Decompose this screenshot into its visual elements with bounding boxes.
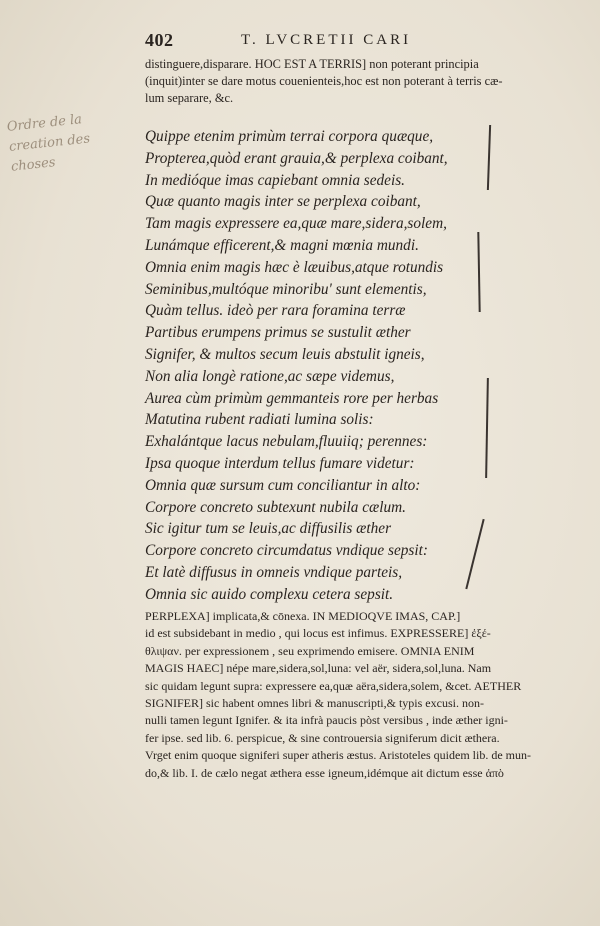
commentary-line: PERPLEXA] implicata,& cōnexa. IN MEDIOQVE IMAS, CAP.] (145, 609, 461, 623)
commentary-notes (145, 608, 565, 782)
page-header (145, 30, 560, 50)
verse-line: Ipsa quoque interdum tellus fumare videtur: (145, 454, 415, 472)
intro-line: (inquit)inter se dare motus couenienteis,hoc est non poterant à terris cæ- (145, 74, 503, 88)
verse-line: Corpore concreto circumdatus vndique sepsit: (145, 542, 428, 560)
verse-line: Partibus erumpens primus se sustulit æther (145, 324, 411, 342)
intro-line: lum separare, &c. (145, 91, 234, 105)
verse-line: Sic igitur tum se leuis,ac diffusilis æther (145, 520, 392, 538)
verse-line: Exhalántque lacus nebulam,fluuiiq; perennes: (145, 433, 428, 451)
verse-line: Lunámque efficerent,& magni mœnia mundi. (145, 236, 419, 254)
verse-line: Et latè diffusus in omneis vndique parteis, (145, 563, 403, 581)
commentary-line: Vrget enim quoque signiferi super atheris æstus. Aristoteles quidem lib. de mun- (145, 748, 531, 763)
verse-line: Quæ quanto magis inter se perplexa coibant, (145, 193, 421, 211)
marginal-note-line: creation des (8, 131, 91, 155)
marginal-note-line: choses (10, 155, 57, 175)
verse-line: Propterea,quòd erant grauia,& perplexa coibant, (145, 149, 448, 167)
intro-commentary (145, 56, 560, 107)
commentary-line: SIGNIFER] sic habent omnes libri & manuscripti,& typis excusi. non- (145, 696, 484, 711)
commentary-line: nulli tamen legunt Ignifer. & ita infrà paucis pòst versibus , inde æther igni- (145, 713, 508, 728)
commentary-line: sic quidam legunt supra: expressere ea,quæ aëra,sidera,solem, &cet. AETHER (145, 678, 522, 693)
commentary-line: θλιψαν. per expressionem , seu exprimendo emisere. OMNIA ENIM (145, 643, 475, 658)
commentary-line: do,& lib. I. de cælo negat æthera esse igneum,idémque ait dictum esse ἀπὸ (145, 765, 504, 780)
verse-line: Matutina rubent radiati lumina solis: (145, 411, 374, 429)
commentary-line: id est subsidebant in medio , qui locus est infimus. EXPRESSERE] ἐξέ- (145, 626, 491, 641)
running-title: T. LVCRETII CARI (241, 32, 412, 48)
verse-block (145, 126, 505, 606)
verse-line: Omnia enim magis hæc è læuibus,atque rotundis (145, 258, 444, 276)
commentary-line: MAGIS HAEC] népe mare,sidera,sol,luna: vel aër, sidera,sol,luna. Nam (145, 661, 492, 676)
commentary-line: fer ipse. sed lib. 6. perspicue, & sine controuersia signiferum dicit æthera. (145, 730, 500, 745)
verse-line: Omnia quæ sursum cum conciliantur in alto: (145, 476, 421, 494)
verse-line: Corpore concreto subtexunt nubila cælum. (145, 498, 407, 516)
verse-line: Non alia longè ratione,ac sæpe videmus, (145, 367, 395, 385)
verse-line: Aurea cùm primùm gemmanteis rore per herbas (145, 389, 439, 407)
verse-line: In medióque imas capiebant omnia sedeis. (145, 171, 406, 189)
handwritten-marginal-note (6, 104, 147, 178)
intro-line: distinguere,disparare. HOC EST A TERRIS] non poterant principia (145, 57, 479, 71)
verse-line: Quippe etenim primùm terrai corpora quæque, (145, 128, 434, 145)
verse-line: Tam magis expressere ea,quæ mare,sidera,solem, (145, 215, 447, 233)
verse-line: Omnia sic auido complexu cetera sepsit. (145, 585, 394, 603)
verse-line: Seminibus,multóque minoribu' sunt elementis, (145, 280, 427, 298)
page-number: 402 (145, 30, 174, 50)
verse-line: Quàm tellus. ideò per rara foramina terræ (145, 302, 406, 320)
verse-line: Signifer, & multos secum leuis abstulit igneis, (145, 345, 425, 363)
marginal-note-line: Ordre de la (6, 112, 83, 135)
